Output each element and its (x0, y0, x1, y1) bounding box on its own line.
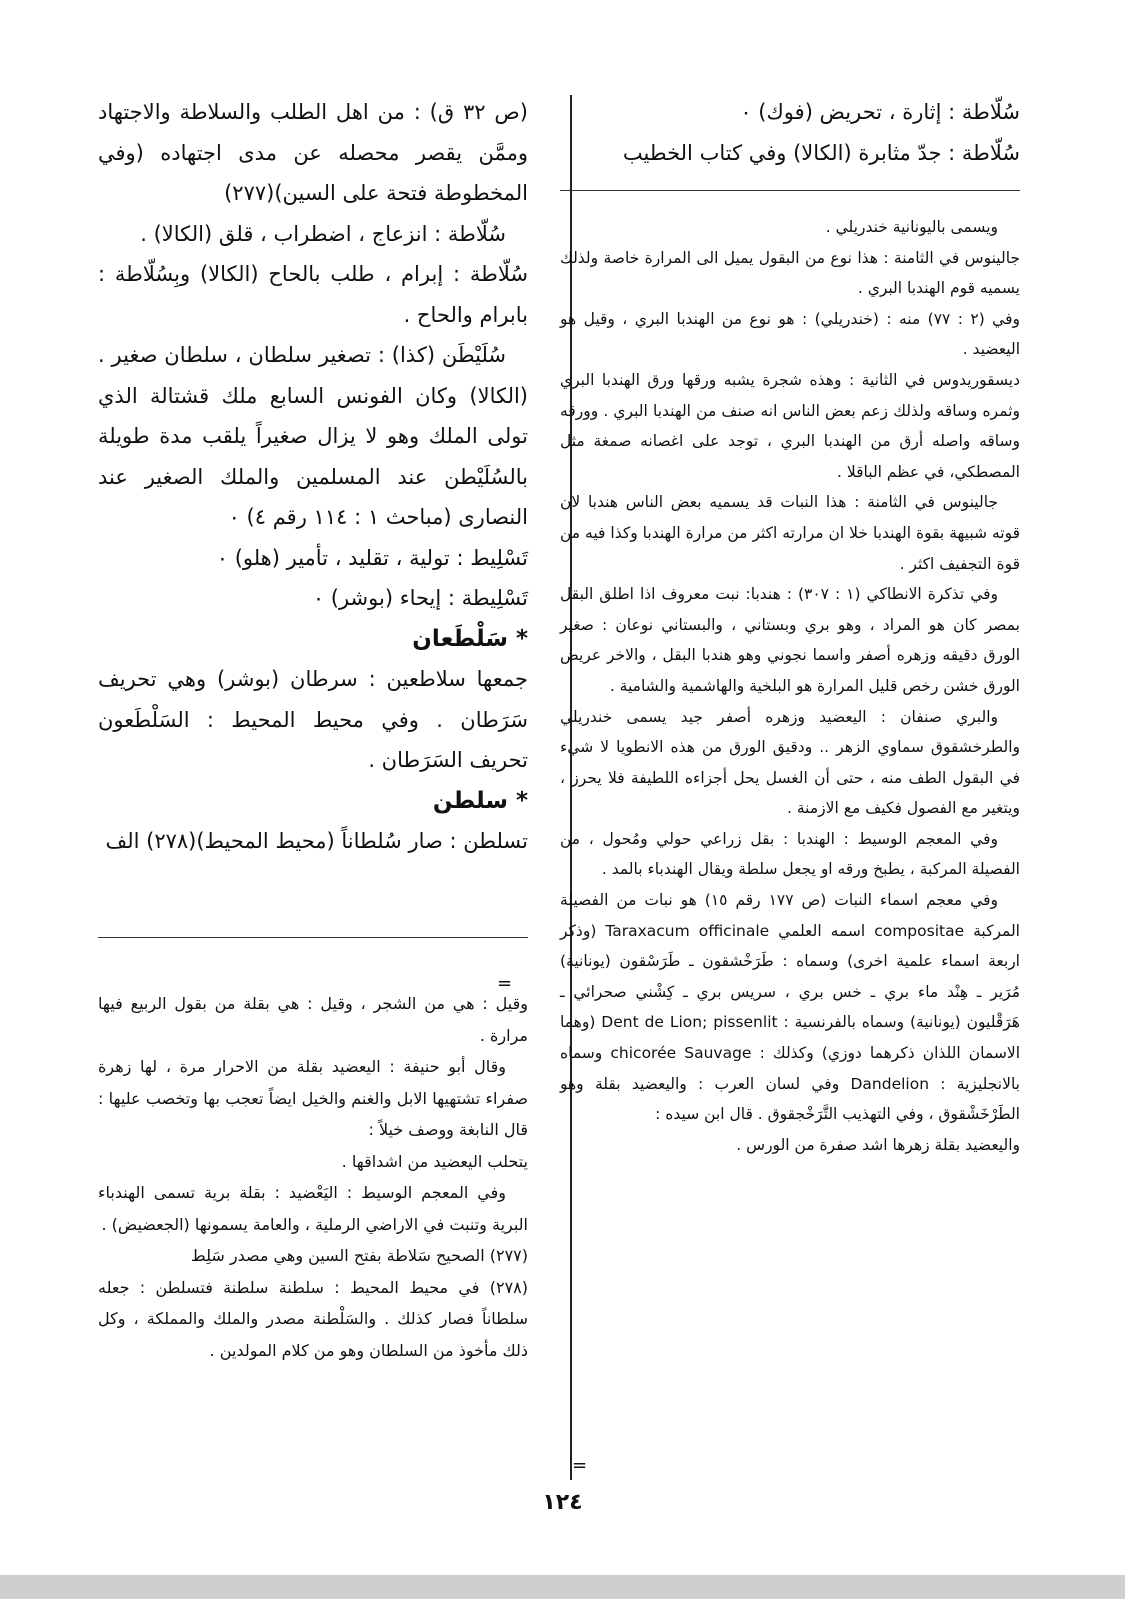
right-column-main (560, 212, 1020, 1160)
paragraph: وفي تذكرة الانطاكي (١ : ٣٠٧) : هندبا: نبت معروف اذا اطلق البقل بمصر كان هو المراد ، وهو بري وبستاني ، والبستاني نوعان : صغير الورق دقيقه وزهره أصفر واسما نجوني وهو هندبا البقل ، والاخر عريض الورق خشن رخص قليل المرارة هو البلخية والهاشمية والشامية . (560, 585, 1020, 695)
entry-heading: * سَلْطَعان (412, 625, 528, 652)
scan-edge-band (0, 1575, 1125, 1599)
paragraph: والبري صنفان : اليعضيد وزهره أصفر جيد يسمى خندريلي والطرخشقوق سماوي الزهر .. ودقيق الورق من هذه الانطويا لا شيء في البقول الطف منه ، حتى أن الغسل يحل أجزاءه اللطيفة فلا يحرز ، ويتغير مع الفصول فكيف مع الازمنة . (560, 707, 1020, 818)
footnote-paragraph: يتحلب اليعضيد من اشداقها . (341, 1151, 528, 1171)
entry-heading: * سلطن (432, 787, 528, 814)
paragraph: وفي معجم اسماء النبات (ص ١٧٧ رقم ١٥) هو نبات من الفصيلة المركبة compositae اسمه العلمي Taraxacum officinale (وذكر اربعة اسماء علمية اخرى) وسماه : طَرَخْشقون ـ طَرَسْقون (يونانية) مُرَير ـ هِنْد ماء بري ـ خس بري ، سريس بري ـ كِشْني صحرائي ـ هَرَقْليون (يونانية) وسماه بالفرنسية : Dent de Lion; pissenlit (وهما الاسمان اللذان ذكرهما دوزي) وكذلك : chicorée Sauvage وسماه بالانجليزية : Dandelion وفي لسان العرب : واليعضيد بقلة وهو الطَرْخَشْقوق ، وفي التهذيب التَّرَخْجقوق . قال ابن سيده : (560, 891, 1020, 1124)
paragraph: تَسْلِيط : تولية ، تقليد ، تأمير (هلو) ٠ (216, 545, 528, 570)
paragraph: جالينوس في الثامنة : هذا نوع من البقول يميل الى المرارة خاصة ولذلك يسميه قوم الهندبا البري . (560, 248, 1020, 298)
paragraph: ديسقوريدوس في الثانية : وهذه شجرة يشبه ورقها ورق الهندبا البري وثمره وساقه ولذلك زعم بعض الناس انه صنف من الهندبا البري . وورقه وساقه واصله أرق من الهندبا البري ، توجد على اغصانه صمغة مثل المصطكي، في عظم الباقلا . (560, 370, 1020, 481)
paragraph: ويسمى باليونانية خندريلي . (825, 218, 998, 236)
paragraph: سُلّاطة : إثارة ، تحريض (فوك) ٠ (740, 100, 1020, 124)
footnote-paragraph: (٢٧٨) في محيط المحيط : سلطنة سلطنة فتسلطن : جعله سلطاناً فصار كذلك . والسَلْطنة مصدر والملك والمملكة ، وكل ذلك مأخوذ من السلطان وهو من كلام المولدين . (98, 1277, 528, 1360)
footnote-paragraph: وفي المعجم الوسيط : اليَعْضيد : بقلة برية تسمى الهندباء البرية وتنبت في الاراضي الرملية ، والعامة يسمونها (الجعضيض) . (98, 1183, 528, 1234)
footnotes (98, 988, 528, 1366)
left-column-main (98, 92, 528, 862)
paragraph: وفي المعجم الوسيط : الهندبا : بقل زراعي حولي ومُحول ، من الفصيلة المركبة ، يطبخ ورقه او يجعل سلطة ويقال الهندباء بالمد . (560, 829, 1020, 879)
continuation-mark: = (572, 1455, 588, 1476)
right-column-top (560, 92, 1020, 173)
footnote-paragraph: وقيل : هي من الشجر ، وقيل : هي بقلة من بقول الربيع فيها مرارة . (98, 994, 528, 1045)
paragraph: جمعها سلاطعين : سرطان (بوشر) وهي تحريف سَرَطان . وفي محيط المحيط : السَلْطَعون تحريف السَرَطان . (98, 667, 528, 772)
page-number: ١٢٤ (542, 1490, 583, 1515)
paragraph: تسلطن : صار سُلطاناً (محيط المحيط)(٢٧٨) الف (105, 829, 528, 853)
continuation-mark: = (497, 973, 513, 994)
paragraph: واليعضيد بقلة زهرها اشد صفرة من الورس . (736, 1135, 1020, 1154)
footnote-paragraph: (٢٧٧) الصحيح سَلاطة بفتح السين وهي مصدر سَلِط (190, 1246, 528, 1265)
paragraph: (ص ٣٢ ق) : من اهل الطلب والسلاطة والاجتهاد وممَّن يقصر محصله عن مدى اجتهاده (وفي المخطوطة فتحة على السين)(٢٧٧) (98, 100, 528, 205)
paragraph: تَسْلِيطة : إيحاء (بوشر) ٠ (312, 586, 528, 610)
paragraph: سُلّاطة : إبرام ، طلب بالحاح (الكالا) وبِسُلّاطة : بابرام والحاح . (98, 262, 528, 327)
paragraph: جالينوس في الثامنة : هذا النبات قد يسميه بعض الناس هندبا لان قوته شبيهة بقوة الهندبا خلا ان مرارته اكثر من مرارة الهندبا وكذا فيه من قوة التجفيف اكثر . (560, 493, 1020, 573)
footnote-paragraph: وقال أبو حنيفة : اليعضيد بقلة من الاحرار مرة ، لها زهرة صفراء تشتهيها الابل والغنم والخيل ايضاً تعجب بها وتخصب عليها : قال النابغة ووصف خيلاً : (98, 1057, 528, 1139)
paragraph: سُلّاطة : جدّ مثابرة (الكالا) وفي كتاب الخطيب (622, 140, 1020, 165)
paragraph: سُلّاطة : انزعاج ، اضطراب ، قلق (الكالا) . (140, 221, 506, 246)
paragraph: سُلَيْطَن (كذا) : تصغير سلطان ، سلطان صغير . (الكالا) وكان الفونس السابع ملك قشتالة الذي تولى الملك وهو لا يزال صغيراً يلقب مدة طويلة بالسُلَيْطن عند المسلمين والملك الصغير عند النصارى (مباحث ١ : ١١٤ رقم ٤) ٠ (98, 343, 528, 529)
footnote-separator-rule (98, 937, 528, 938)
paragraph: وفي (٢ : ٧٧) منه : (خندريلي) : هو نوع من الهندبا البري ، وقيل هو اليعضيد . (560, 309, 1020, 359)
right-column-separator-rule (560, 190, 1020, 191)
